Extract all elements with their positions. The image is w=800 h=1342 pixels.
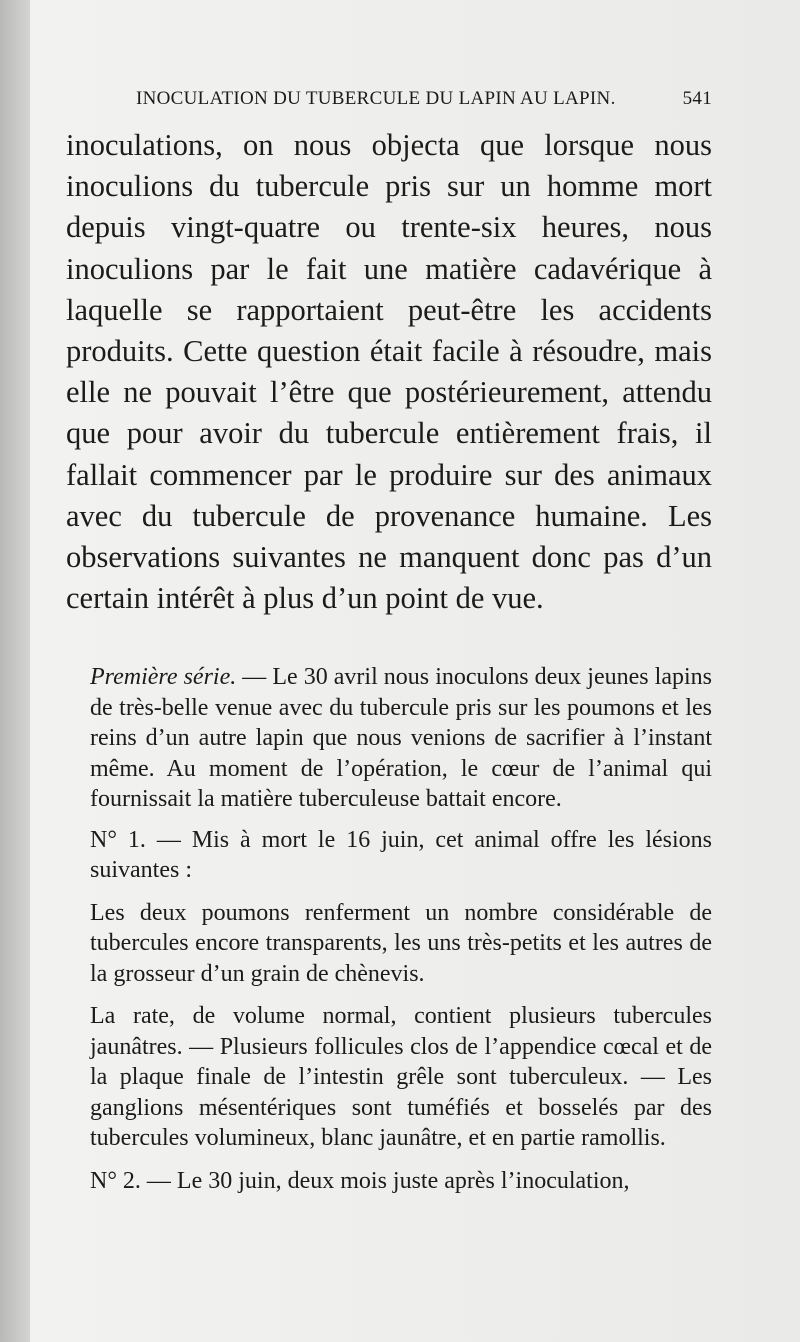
no1-paragraph [90, 825, 712, 886]
serie-text: — Le 30 avril nous inoculons deux jeunes lapins de très-belle venue avec du tubercule pris sur les poumons et les reins d’un autre lapin que nous venions de sacrifier à l’instant même. Au moment de l’opération, le cœur de l’animal qui fournissait la matière tuberculeuse battait encore. [90, 664, 712, 812]
page-edge-shadow [0, 0, 30, 1342]
rate-paragraph: La rate, de volume normal, contient plusieurs tubercules jaunâtres. — Plusieurs follicules clos de l’appendice cœcal et de la plaque finale de l’intestin grêle sont tuberculeux. — Les ganglions mésentériques sont tuméfiés et bosselés par des tubercules volumineux, blanc jaunâtre, et en partie ramollis. [90, 1003, 712, 1151]
main-text-block [66, 125, 712, 619]
poumons-paragraph: Les deux poumons renferment un nombre considérable de tubercules encore transparents, les uns très-petits et les autres de la grosseur d’un grain de chènevis. [90, 899, 712, 987]
serie-paragraph [90, 662, 712, 815]
running-title: INOCULATION DU TUBERCULE DU LAPIN AU LAPIN. [136, 88, 616, 109]
no1-text: N° 1. — Mis à mort le 16 juin, cet animal offre les lésions suivantes : [90, 826, 712, 883]
page-number: 541 [682, 88, 712, 109]
paragraph-intro: inoculations, on nous objecta que lorsque nous inoculions du tubercule pris sur un homme mort depuis vingt-quatre ou trente-six heures, nous inoculions par le fait une matière cadavérique à laquelle se rapportaient peut-être les accidents produits. Cette question était facile à résoudre, mais elle ne pouvait l’être que postérieurement, attendu que pour avoir du tubercule entièrement frais, il fallait commencer par le produire sur des animaux avec du tubercule de provenance humaine. Les observations suivantes ne manquent donc pas d’un certain intérêt à plus d’un point de vue. [66, 128, 712, 616]
no2-paragraph: N° 2. — Le 30 juin, deux mois juste après l’inoculation, [90, 1167, 630, 1194]
observations-block [90, 662, 712, 1196]
serie-heading: Première série. [90, 664, 237, 690]
